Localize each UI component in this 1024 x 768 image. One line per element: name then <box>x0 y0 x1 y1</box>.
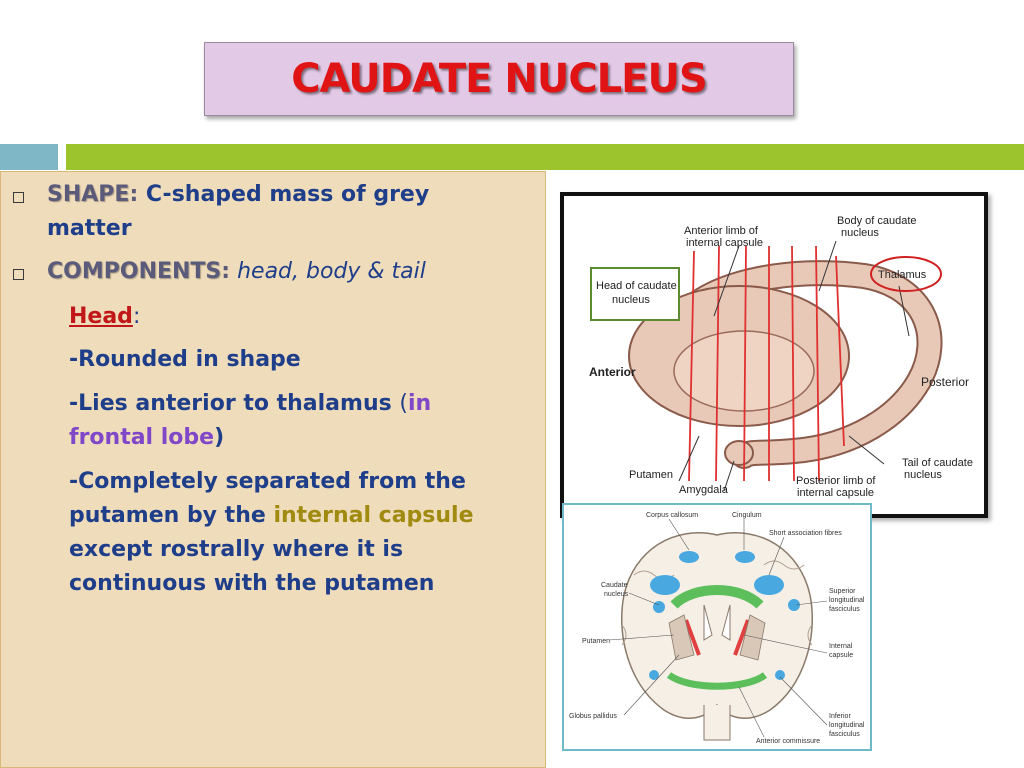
label-posterior: Posterior <box>921 375 970 389</box>
label-internal-capsule-1: Internal <box>829 643 853 650</box>
head-point-2-line2: frontal lobe) <box>69 425 225 450</box>
label-short-association: Short association fibres <box>769 530 842 537</box>
caudate-diagram <box>560 192 988 518</box>
label-anterior-commissure: Anterior commissure <box>756 738 821 745</box>
caudate-diagram-svg <box>564 196 984 514</box>
label-thalamus: Thalamus <box>878 269 927 281</box>
amygdala-shape <box>725 441 753 465</box>
label-head-caudate-2: nucleus <box>612 294 650 306</box>
slide-title: CAUDATE NUCLEUS <box>291 56 707 102</box>
accent-bar-blue <box>0 144 58 170</box>
label-anterior-limb-1: Anterior limb of <box>684 225 758 237</box>
square-bullet-icon <box>13 192 24 203</box>
head-heading: Head: <box>69 304 141 329</box>
head-point-3-line4: continuous with the putamen <box>69 571 435 596</box>
label-caudate-1: Caudate <box>601 582 628 589</box>
label-inferior-long-1: Inferior <box>829 713 851 720</box>
components-label: COMPONENTS <box>47 259 222 284</box>
shape-text: C-shaped mass of grey <box>138 182 430 207</box>
head-point-3-line1: -Completely separated from the <box>69 469 466 494</box>
square-bullet-icon <box>13 269 24 280</box>
head-point-3-line3: except rostrally where it is <box>69 537 404 562</box>
head-point-2: -Lies anterior to thalamus (in <box>69 391 432 416</box>
label-inferior-long-2: longitudinal <box>829 722 865 729</box>
brain-outline <box>622 533 813 718</box>
shape-bullet: SHAPE: C-shaped mass of grey <box>47 182 430 207</box>
label-amygdala: Amygdala <box>679 484 728 496</box>
coronal-section-diagram <box>562 503 872 751</box>
label-globus-pallidus: Globus pallidus <box>569 713 617 720</box>
label-putamen: Putamen <box>629 469 674 481</box>
label-inferior-long-3: fasciculus <box>829 731 860 738</box>
label-caudate-2: nucleus <box>604 591 629 598</box>
label-head-caudate-1: Head of caudate <box>596 280 677 292</box>
label-corpus-callosum: Corpus callosum <box>646 512 699 519</box>
content-panel <box>0 171 546 768</box>
label-tail-caudate-1: Tail of caudate <box>902 457 973 469</box>
label-posterior-limb-1: Posterior limb of <box>796 475 876 487</box>
label-putamen-2: Putamen <box>582 638 611 645</box>
coronal-section-svg <box>564 505 870 749</box>
head-word: Head <box>69 304 133 329</box>
label-anterior-limb-2: internal capsule <box>686 237 764 249</box>
components-text: head, body & tail <box>230 259 426 284</box>
label-superior-long-3: fasciculus <box>829 606 860 613</box>
head-point-3-line2: putamen by the internal capsule <box>69 503 474 528</box>
label-body-caudate-2: nucleus <box>841 227 879 239</box>
label-cingulum: Cingulum <box>732 512 762 519</box>
label-superior-long-2: longitudinal <box>829 597 865 604</box>
label-internal-capsule-2: capsule <box>829 652 854 659</box>
accent-bar-green <box>66 144 1024 170</box>
label-body-caudate-1: Body of caudate <box>837 215 917 227</box>
components-bullet: COMPONENTS: head, body & tail <box>47 259 426 284</box>
label-superior-long-1: Superior <box>829 588 856 595</box>
head-point-1: -Rounded in shape <box>69 347 301 372</box>
title-box <box>204 42 794 116</box>
label-anterior: Anterior <box>589 365 636 379</box>
shape-label: SHAPE <box>47 182 130 207</box>
shape-text-line2: matter <box>47 216 132 241</box>
label-tail-caudate-2: nucleus <box>904 469 942 481</box>
label-posterior-limb-2: internal capsule <box>797 487 875 499</box>
